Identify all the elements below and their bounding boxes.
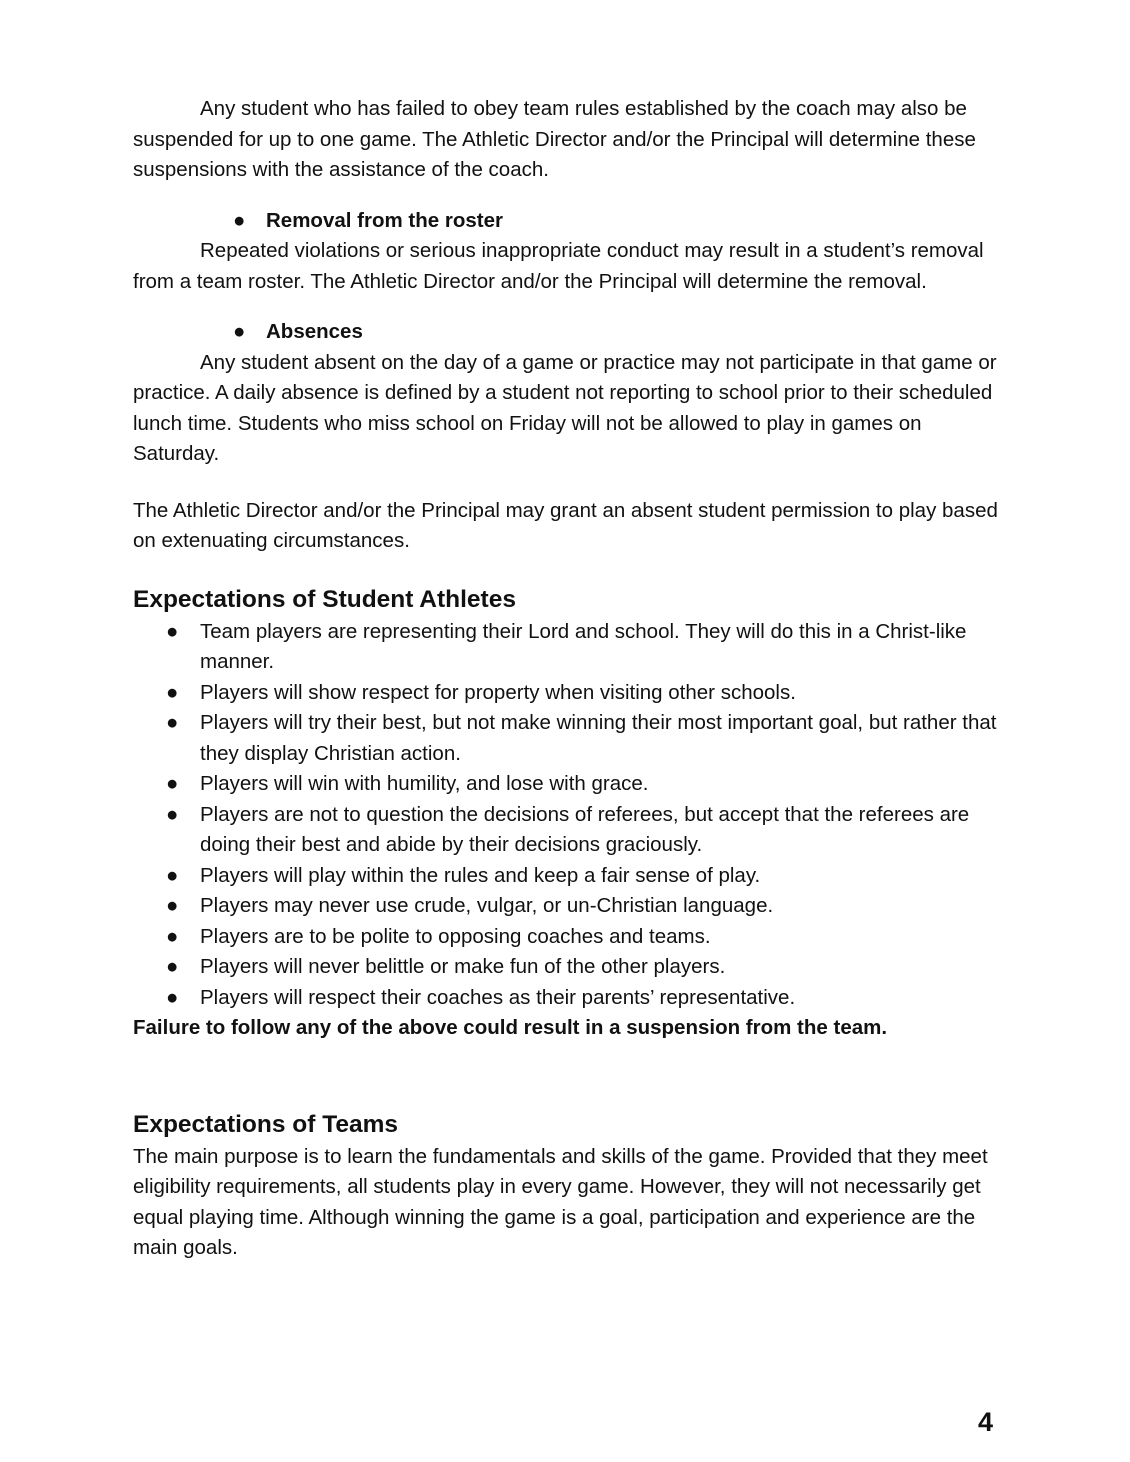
list-item-text: Players will respect their coaches as their parents’ representative.	[200, 985, 796, 1009]
bullet-icon: ●	[166, 680, 179, 704]
bullet-icon: ●	[233, 320, 246, 343]
list-item-text: Team players are representing their Lord and school. They will do this in a Christ-like manner.	[200, 619, 967, 673]
bullet-icon: ●	[166, 924, 179, 948]
bullet-icon: ●	[166, 711, 179, 734]
bullet-icon: ●	[233, 208, 246, 232]
removal-heading	[133, 206, 1003, 237]
list-item-text: Players are not to question the decisions of referees, but accept that the referees are doing their best and abide by their decisions graciously.	[200, 802, 970, 856]
list-item-text: Players will try their best, but not make winning their most important goal, but rather that they display Christian action.	[200, 711, 997, 765]
list-item-text: Players will play within the rules and keep a fair sense of play.	[200, 863, 761, 887]
bullet-icon: ●	[166, 985, 179, 1009]
bullet-icon: ●	[166, 802, 179, 826]
athletes-warning: Failure to follow any of the above could result in a suspension from the team.	[133, 1016, 888, 1039]
page-number: 4	[978, 1407, 994, 1437]
bullet-icon: ●	[166, 863, 179, 887]
list-item	[133, 800, 1003, 861]
bullet-icon: ●	[166, 894, 179, 917]
absences-paragraph: Any student absent on the day of a game or practice may not participate in that game or practice. A daily absence is defined by a student not reporting to school prior to their scheduled lunch time. Students who miss school on Friday will not be allowed to play in games on Saturday.	[133, 350, 997, 465]
absences-note: The Athletic Director and/or the Principal may grant an absent student permission to play based on extenuating circumstances.	[133, 498, 998, 552]
teams-paragraph: The main purpose is to learn the fundamentals and skills of the game. Provided that they meet eligibility requirements, all students play in every game. However, they will not necessarily get equal playing time. Although winning the game is a goal, participation and experience are the main goals.	[133, 1144, 988, 1259]
list-item-text: Players are to be polite to opposing coaches and teams.	[200, 924, 711, 948]
list-item	[133, 769, 1003, 800]
list-item	[133, 617, 1003, 678]
list-item	[133, 678, 1003, 709]
bullet-icon: ●	[166, 955, 179, 978]
absences-heading-text: Absences	[266, 320, 363, 343]
list-item-text: Players will never belittle or make fun of the other players.	[200, 955, 726, 978]
list-item	[133, 952, 1003, 983]
list-item	[133, 891, 1003, 922]
bullet-icon: ●	[166, 619, 179, 643]
bullet-icon: ●	[166, 772, 179, 795]
list-item-text: Players will win with humility, and lose with grace.	[200, 772, 649, 795]
athletes-heading: Expectations of Student Athletes	[133, 585, 516, 613]
list-item	[133, 983, 1003, 1014]
list-item	[133, 708, 1003, 769]
athletes-expectations-list	[133, 617, 1003, 1014]
list-item	[133, 861, 1003, 892]
absences-heading	[133, 317, 1003, 348]
removal-paragraph: Repeated violations or serious inappropriate conduct may result in a student’s removal from a team roster. The Athletic Director and/or the Principal will determine the removal.	[133, 239, 984, 293]
list-item-text: Players may never use crude, vulgar, or un-Christian language.	[200, 894, 774, 917]
suspension-paragraph: Any student who has failed to obey team rules established by the coach may also be suspended for up to one game. The Athletic Director and/or the Principal will determine these suspensions with the assistance of the coach.	[133, 97, 976, 181]
list-item-text: Players will show respect for property when visiting other schools.	[200, 680, 796, 704]
document-page	[133, 94, 1003, 1264]
removal-heading-text: Removal from the roster	[266, 208, 503, 232]
list-item	[133, 922, 1003, 953]
teams-heading: Expectations of Teams	[133, 1110, 399, 1138]
